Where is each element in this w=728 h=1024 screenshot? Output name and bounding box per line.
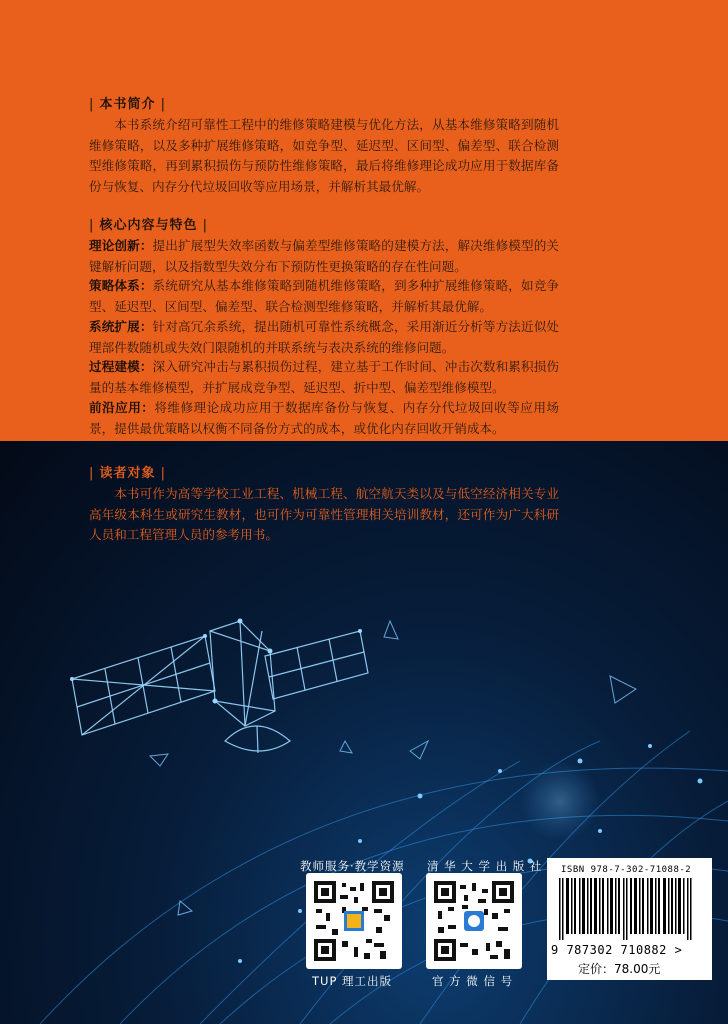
feature-item-theory	[89, 236, 559, 277]
feature-text: 深入研究冲击与累积损伤过程，建立基于工作时间、冲击次数和累积损伤量的基本维修模型，并扩展成竞争型、延迟型、折中型、偏差型维修模型。	[89, 359, 560, 395]
feature-item-strategy	[89, 276, 559, 317]
feature-key: 系统扩展：	[89, 319, 153, 334]
qr-code-icon	[314, 881, 394, 961]
features-heading: | 核心内容与特色 |	[89, 218, 209, 233]
feature-text: 提出扩展型失效率函数与偏差型维修策略的建模方法，解决维修模型的关键解析问题，以及指数型失效分布下预防性更换策略的存在性问题。	[89, 238, 560, 274]
isbn-label: ISBN 978-7-302-71088-2	[561, 865, 692, 875]
intro-paragraph: 本书系统介绍可靠性工程中的维修策略建模与优化方法，从基本维修策略到随机维修策略，以及多种扩展维修策略，如竞争型、延迟型、区间型、偏差型、联合检测型维修策略，再到累积损伤与预防性维修策略，最后将维修理论成功应用于数据库备份与恢复、内存分代垃圾回收等应用场景，并解析其最优解。	[89, 117, 559, 194]
feature-text: 针对高冗余系统，提出随机可靠性系统概念，采用渐近分析等方法近似处理部件数随机或失效门限随机的并联系统与表决系统的维修问题。	[89, 319, 560, 355]
readers-paragraph: 本书可作为高等学校工业工程、机械工程、航空航天类以及与低空经济相关专业高年级本科生或研究生教材，也可作为可靠性管理相关培训教材，还可作为广大科研人员和工程管理人员的参考用书。	[89, 486, 559, 542]
feature-item-process	[89, 357, 559, 398]
intro-heading: | 本书简介 |	[89, 97, 167, 112]
qr-right-caption-top: 清 华 大 学 出 版 社	[427, 859, 543, 873]
feature-item-system	[89, 317, 559, 358]
feature-key: 过程建模：	[89, 359, 153, 374]
price-label: 定价：78.00元	[578, 962, 661, 976]
readers-heading: | 读者对象 |	[89, 466, 167, 481]
isbn-barcode-box	[547, 858, 712, 980]
barcode-number: 9 787302 710882 >	[551, 943, 683, 957]
intro-heading-text: 本书简介	[99, 97, 156, 112]
features-heading-text: 核心内容与特色	[99, 218, 198, 233]
feature-text: 系统研究从基本维修策略到随机维修策略，到多种扩展维修策略，如竞争型、延迟型、区间型、偏差型、联合检测型维修策略，并解析其最优解。	[89, 278, 560, 314]
qr-left-caption-bottom: TUP 理工出版	[312, 974, 393, 988]
official-wechat-qr-code[interactable]	[426, 873, 522, 969]
qr-right-caption-bottom: 官 方 微 信 号	[432, 974, 514, 988]
feature-key: 策略体系：	[89, 278, 153, 293]
qr-code-icon	[434, 881, 514, 961]
readers-heading-text: 读者对象	[99, 466, 156, 481]
feature-key: 前沿应用：	[89, 400, 155, 415]
feature-key: 理论创新：	[89, 238, 153, 253]
feature-item-application	[89, 398, 559, 439]
barcode-icon	[555, 878, 705, 940]
feature-text: 将维修理论成功应用于数据库备份与恢复、内存分代垃圾回收等应用场景，提供最优策略以权衡不同备份方式的成本，或优化内存回收开销成本。	[89, 400, 560, 436]
qr-left-caption-top: 教师服务·教学资源	[300, 859, 405, 873]
teacher-service-qr-code[interactable]	[306, 873, 402, 969]
